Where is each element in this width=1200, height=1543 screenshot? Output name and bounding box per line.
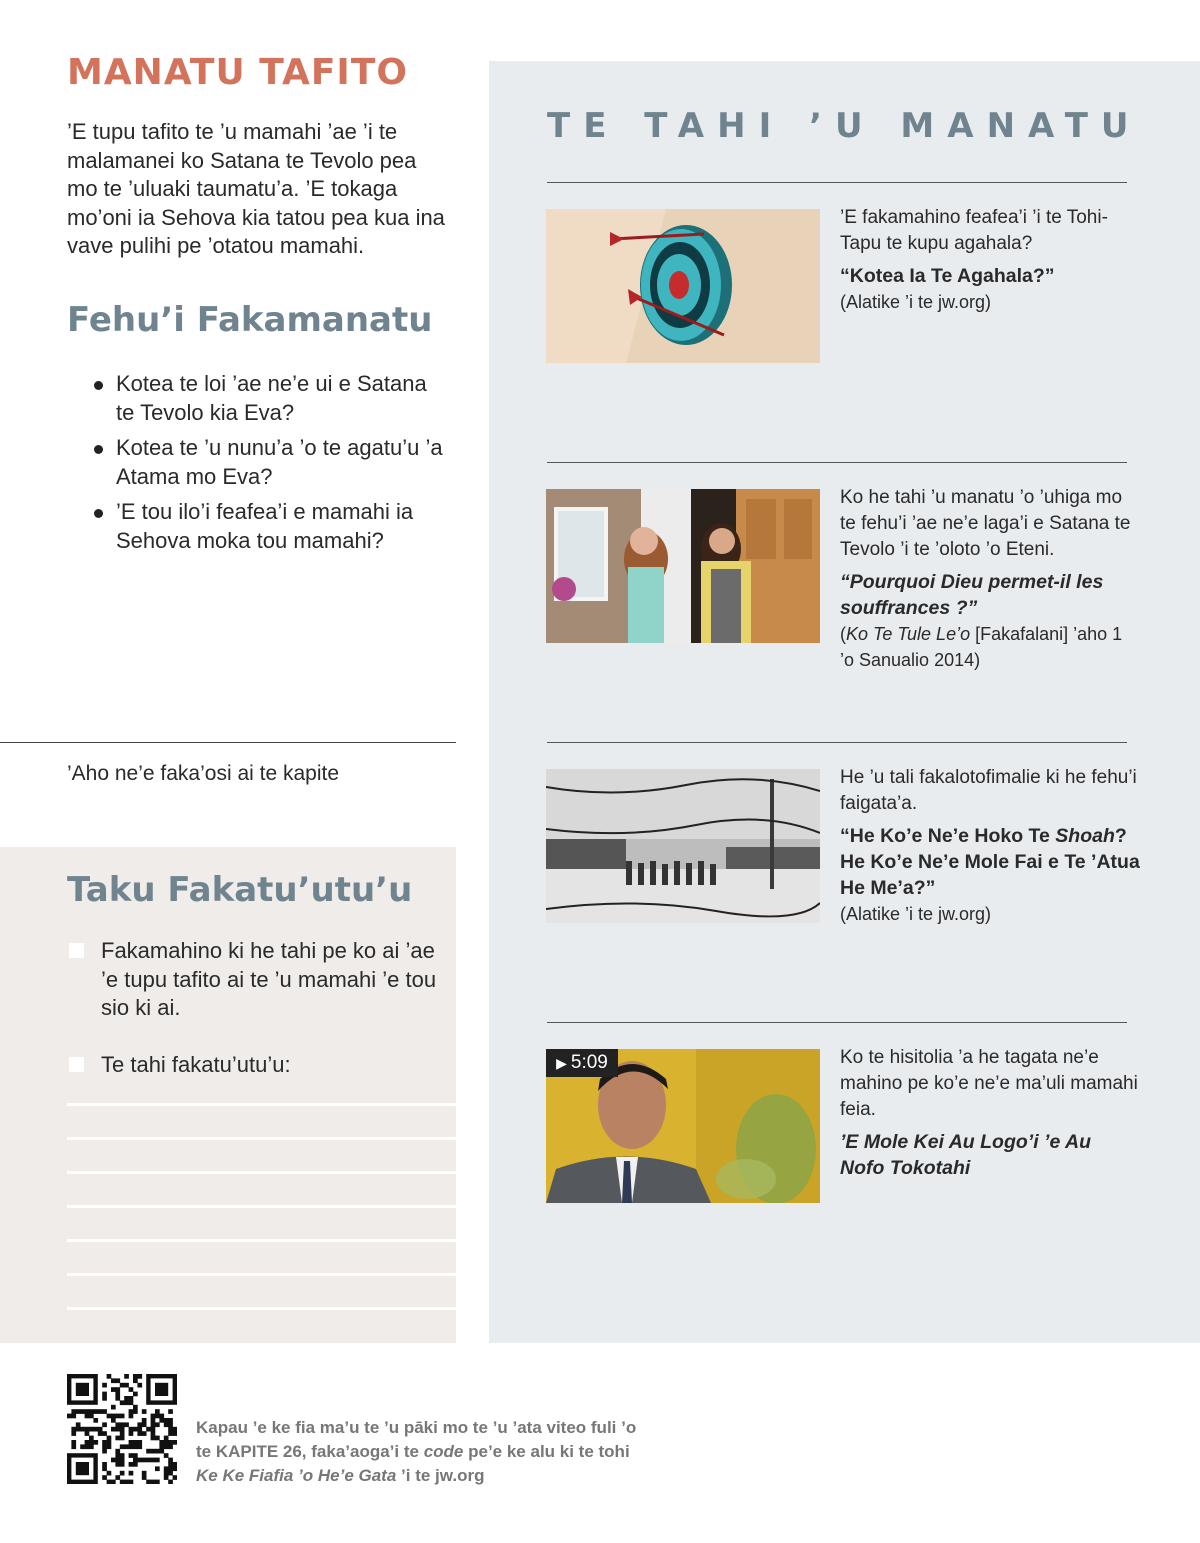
card-title-link[interactable]: “Kotea Ia Te Agahala?”: [840, 265, 1055, 287]
review-question: Kotea te loi ’ae ne’e ui e Satana te Tevolo kia Eva?: [90, 370, 450, 427]
video-duration-badge: [546, 1049, 618, 1077]
card-title-link[interactable]: “Pourquoi Dieu permet-il les souffrances ?”: [840, 571, 1104, 619]
summary-title: MANATU TAFITO: [67, 52, 408, 93]
divider: [547, 1022, 1127, 1023]
goal-checkbox[interactable]: [69, 943, 84, 958]
explore-card: [840, 1045, 1140, 1181]
card-description: ’E fakamahino feafea’i ’i te Tohi-Tapu te kupu agahala?: [840, 207, 1108, 254]
goal-label: Te tahi fakatu’utu’u:: [101, 1052, 291, 1077]
writing-line[interactable]: [67, 1137, 456, 1140]
play-icon: ▶: [556, 1055, 567, 1071]
goal-item[interactable]: [67, 937, 447, 1023]
video-duration: 5:09: [570, 1052, 608, 1073]
divider: [547, 182, 1127, 183]
qr-code-icon[interactable]: [67, 1374, 177, 1484]
goal-item[interactable]: [67, 1051, 447, 1080]
card-description: Ko he tahi ’u manatu ’o ’uhiga mo te fehu’i ’ae ne’e laga’i e Satana te Tevolo ’i te ’oloto ’o Eteni.: [840, 487, 1131, 560]
writing-line[interactable]: [67, 1171, 456, 1174]
explore-title: TE TAHI ’U MANATU: [547, 106, 1142, 146]
card-description: Ko te hisitolia ’a he tagata ne’e mahino pe ko’e ne’e ma’uli mamahi feia.: [840, 1047, 1138, 1120]
explore-card: [840, 205, 1140, 315]
review-question: ’E tou ilo’i feafea’i e mamahi ia Sehova moka tou mamahi?: [90, 498, 450, 555]
card-source: (Ko Te Tule Le’o [Fakafalani] ’aho 1 ’o Sanualio 2014): [840, 624, 1123, 670]
divider: [547, 742, 1127, 743]
goals-title: Taku Fakatu’utu’u: [67, 870, 413, 910]
divider: [547, 462, 1127, 463]
review-title: Fehu’i Fakamanatu: [67, 300, 433, 340]
review-question: Kotea te ’u nunu’a ’o te agatu’u ’a Atama mo Eva?: [90, 434, 450, 491]
goals-box: [0, 847, 456, 1343]
two-women-image[interactable]: [546, 489, 820, 643]
summary-text: ’E tupu tafito te ’u mamahi ’ae ’i te malamanei ko Satana te Tevolo pea mo te ’uluaki taumatu’a. ’E tokaga mo’oni ia Sehova kia tatou pea kua ina vave pulihi pe ’otatou mamahi.: [67, 119, 445, 258]
writing-line[interactable]: [67, 1307, 456, 1310]
card-title-link[interactable]: ’E Mole Kei Au Logo’i ’e Au Nofo Tokotahi: [840, 1131, 1091, 1179]
writing-line[interactable]: [67, 1273, 456, 1276]
explore-card: [840, 485, 1140, 673]
goal-checkbox[interactable]: [69, 1057, 84, 1072]
footer-note: Kapau ’e ke fia ma’u te ’u pāki mo te ’u ’ata viteo fuli ’o te KAPITE 26, faka’aoga’i te code pe’e ke alu ki te tohi Ke Ke Fiafia ’o He’e Gata ’i te jw.org: [196, 1418, 637, 1485]
target-image[interactable]: [546, 209, 820, 363]
barbed-wire-camp-image[interactable]: [546, 769, 820, 923]
divider: [0, 742, 456, 743]
card-source: (Alatike ’i te jw.org): [840, 904, 992, 924]
review-question-list: [90, 370, 450, 562]
writing-line[interactable]: [67, 1239, 456, 1242]
completion-date-label: ’Aho ne’e faka’osi ai te kapite: [67, 762, 340, 785]
card-description: He ’u tali fakalotofimalie ki he fehu’i faigata’a.: [840, 767, 1137, 814]
writing-line[interactable]: [67, 1103, 456, 1106]
writing-line[interactable]: [67, 1205, 456, 1208]
card-source: (Alatike ’i te jw.org): [840, 292, 992, 312]
card-title-link[interactable]: “He Ko’e Ne’e Hoko Te Shoah? He Ko’e Ne’e Mole Fai e Te ’Atua He Me’a?”: [840, 825, 1140, 899]
goal-label: Fakamahino ki he tahi pe ko ai ’ae ’e tupu tafito ai te ’u mamahi ’e tou sio ki ai.: [101, 938, 437, 1020]
source-publication: Ko Te Tule Le’o: [846, 624, 971, 644]
explore-card: [840, 765, 1140, 927]
